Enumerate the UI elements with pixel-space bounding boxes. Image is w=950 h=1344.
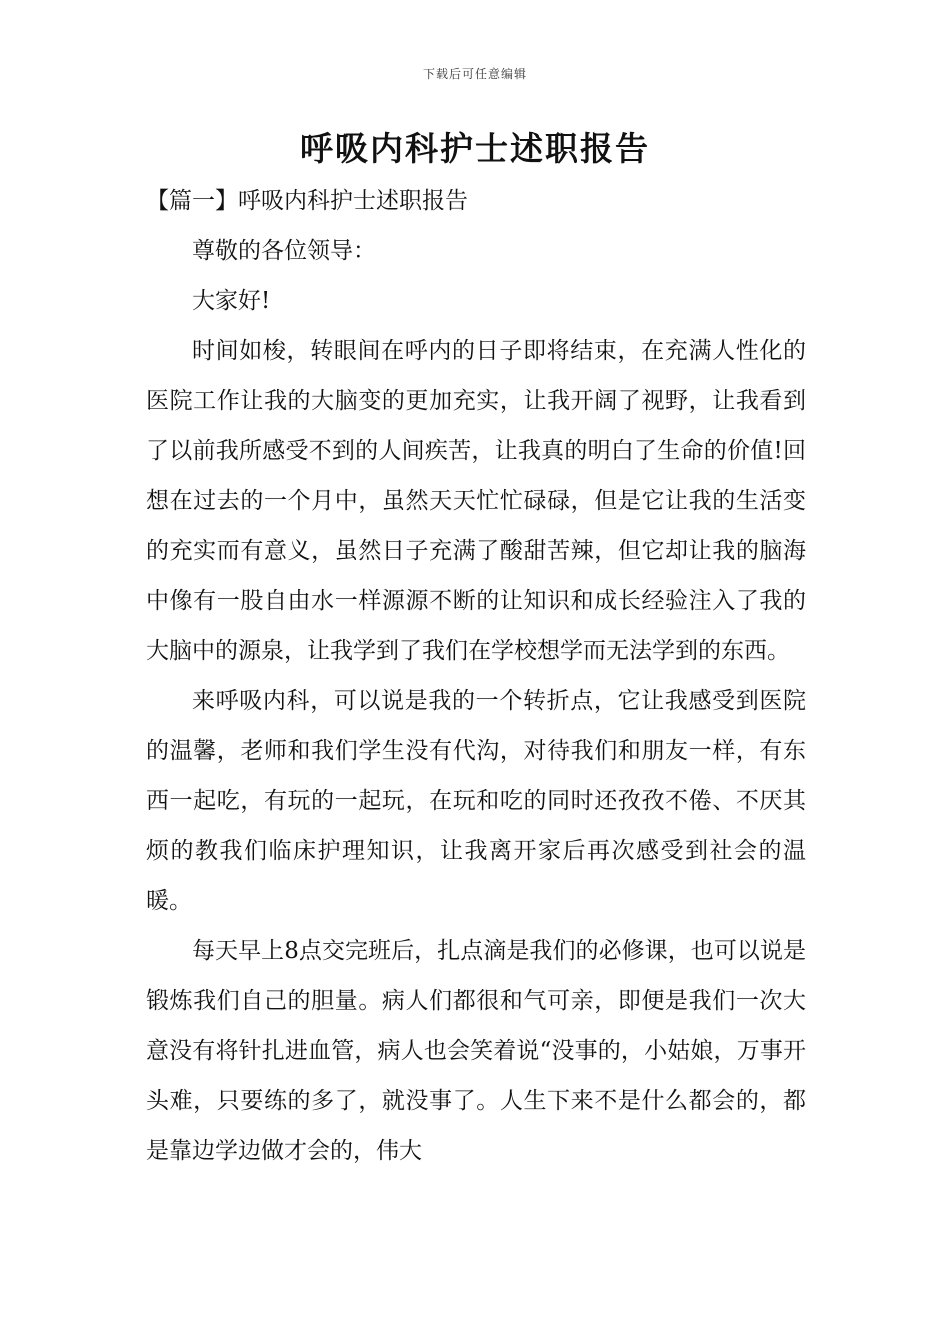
greeting-paragraph: 大家好!: [192, 288, 271, 314]
document-title: 呼吸内科护士述职报告: [300, 129, 650, 168]
salutation-paragraph: 尊敬的各位领导：: [192, 238, 376, 264]
body-paragraph-1: 时间如梭，转眼间在呼内的日子即将结束，在充满人性化的医院工作让我的大脑变的更加充实，让我开阔了视野，让我看到了以前我所感受不到的人间疾苦，让我真的明白了生命的价值!回想在过去的一个月中，虽然天天忙忙碌碌，但是它让我的生活变的充实而有意义，虽然日子充满了酸甜苦辣，但它却让我的脑海中像有一股自由水一样源源不断的让知识和成长经验注入了我的大脑中的源泉，让我学到了我们在学校想学而无法学到的东西。: [146, 338, 806, 664]
section-heading: 【篇一】呼吸内科护士述职报告: [146, 188, 468, 214]
body-paragraph-3: 每天早上8点交完班后，扎点滴是我们的必修课，也可以说是锻炼我们自己的胆量。病人们都很和气可亲，即便是我们一次大意没有将针扎进血管，病人也会笑着说“没事的，小姑娘，万事开头难，只要练的多了，就没事了。人生下来不是什么都会的，都是靠边学边做才会的，伟大: [146, 938, 806, 1164]
document-body: [146, 176, 806, 1176]
body-paragraph-2: 来呼吸内科，可以说是我的一个转折点，它让我感受到医院的温馨，老师和我们学生没有代沟，对待我们和朋友一样，有东西一起吃，有玩的一起玩，在玩和吃的同时还孜孜不倦、不厌其烦的教我们临床护理知识，让我离开家后再次感受到社会的温暖。: [146, 688, 806, 914]
page-header-note: 下载后可任意编辑: [422, 67, 527, 81]
